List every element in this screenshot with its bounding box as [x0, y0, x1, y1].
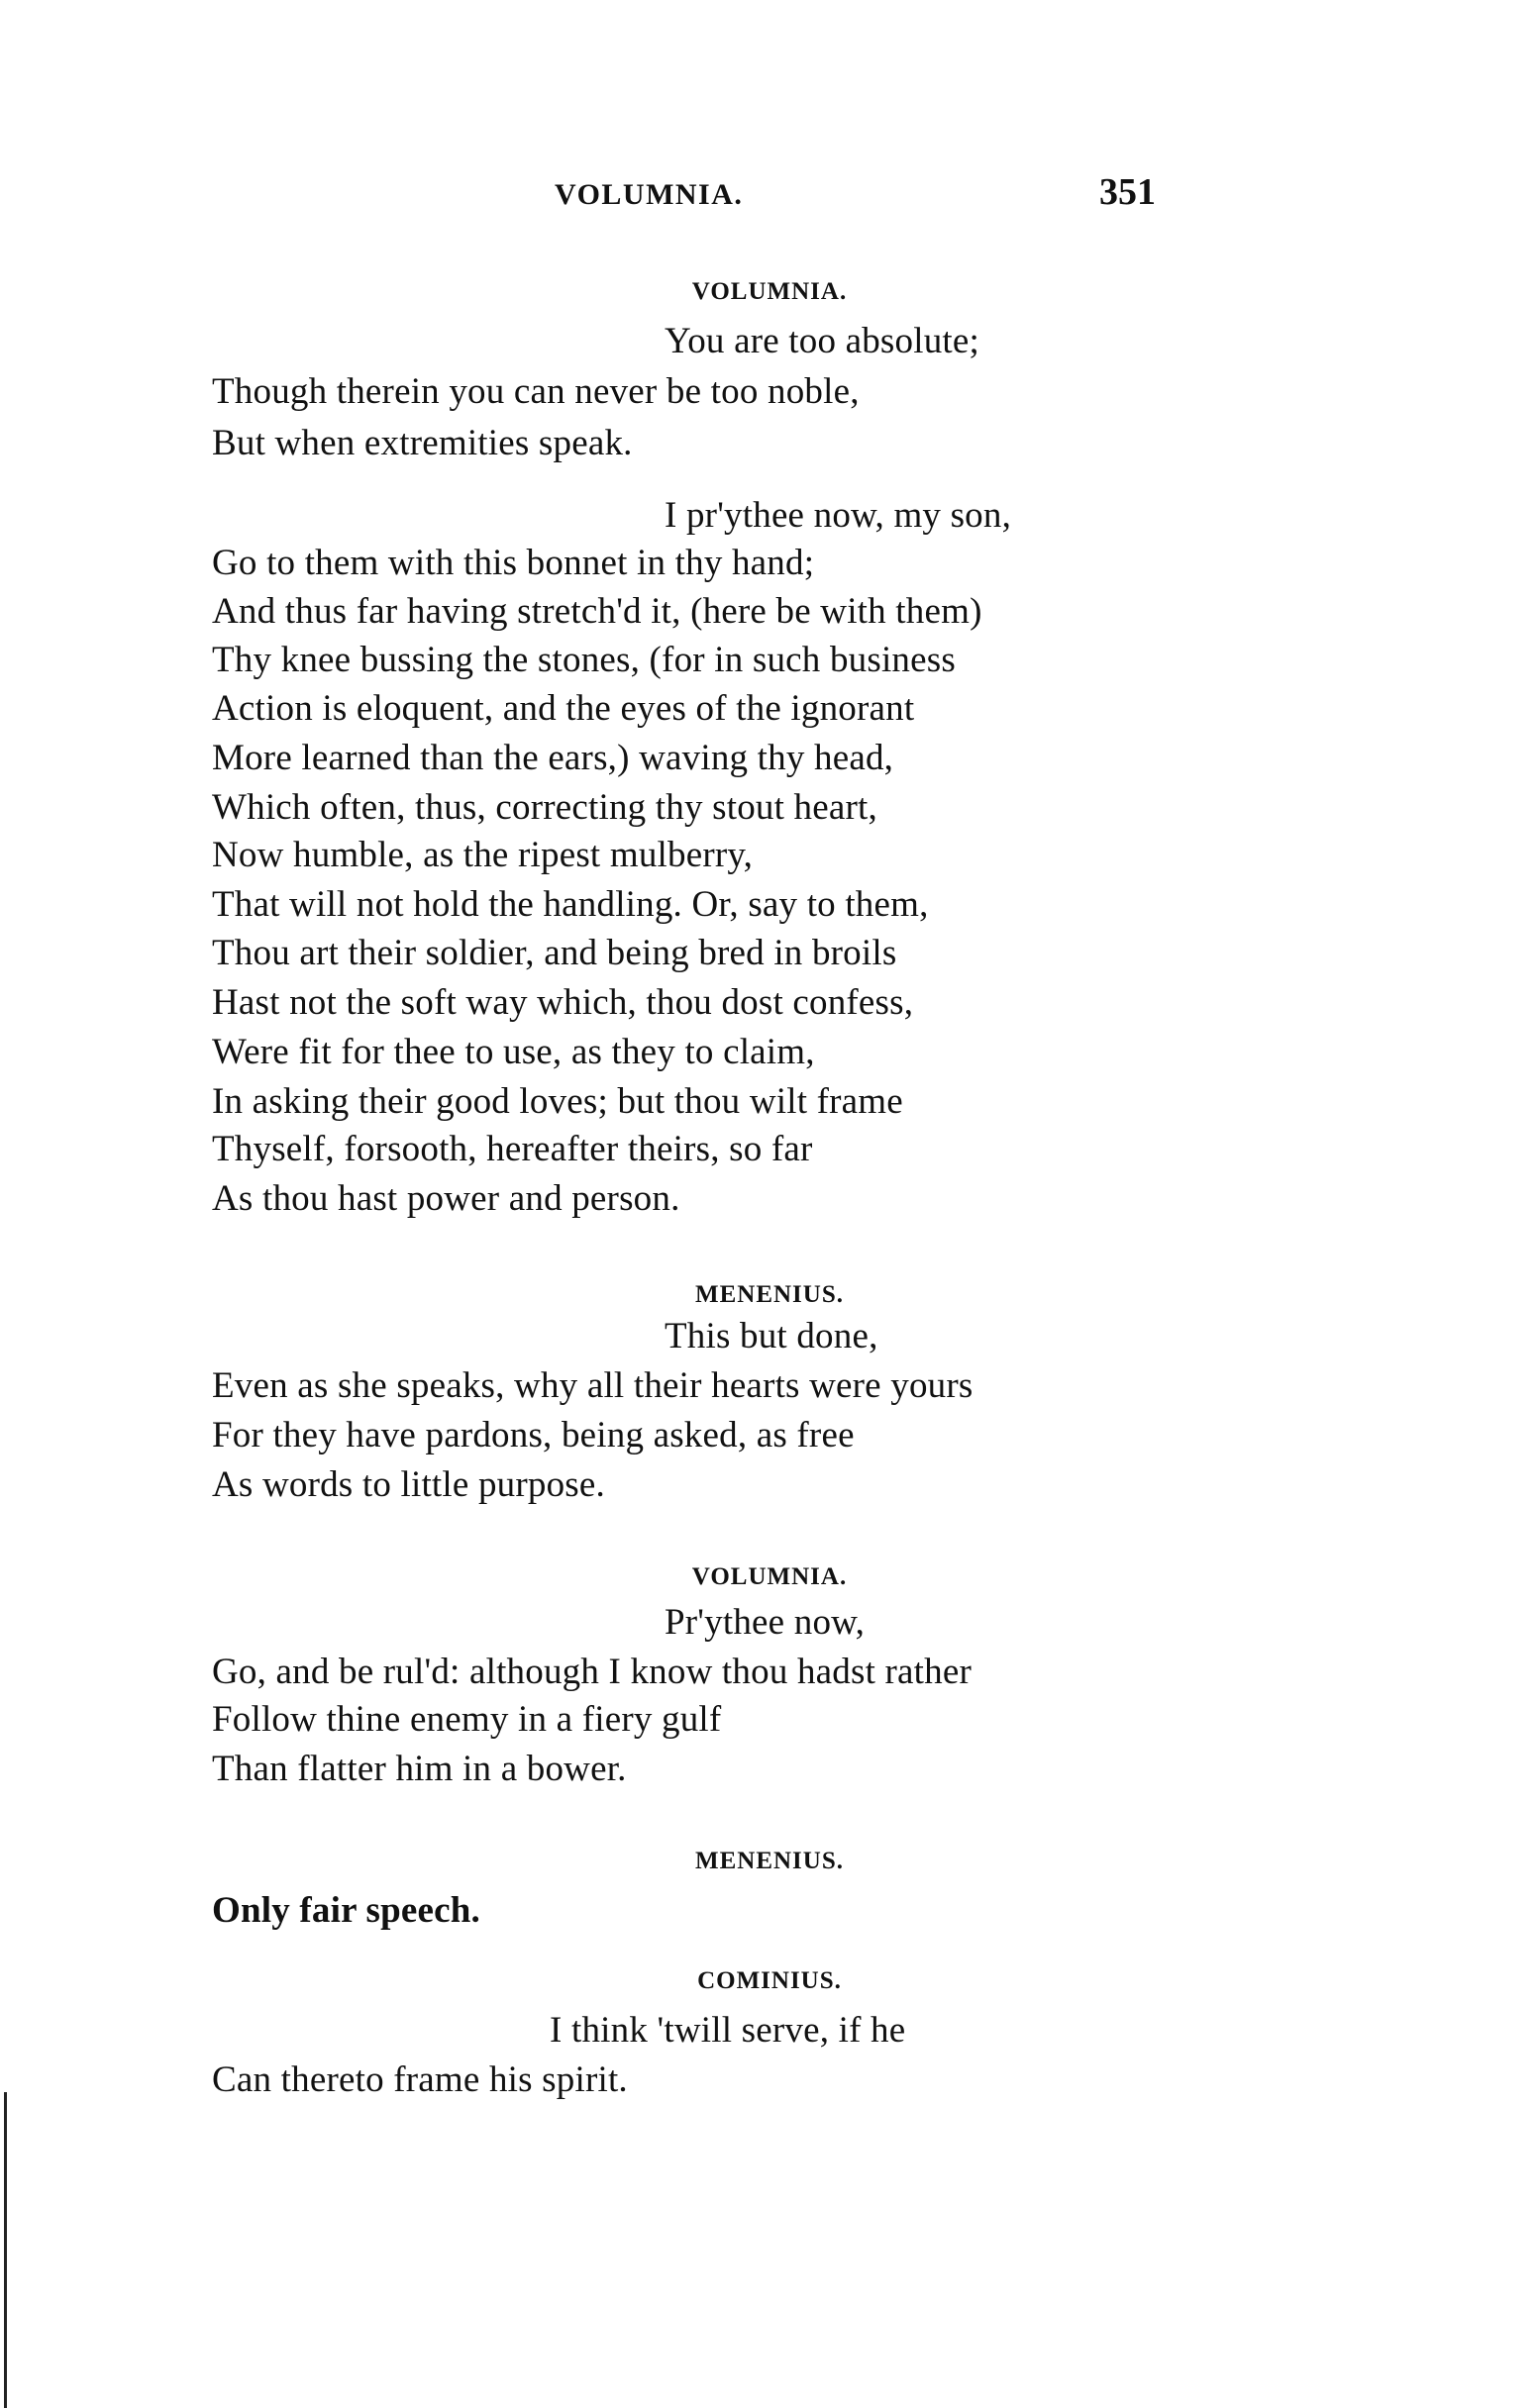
verse-line: Action is eloquent, and the eyes of the ignorant: [212, 688, 915, 729]
verse-line: Thyself, forsooth, hereafter theirs, so far: [212, 1129, 813, 1169]
verse-line: Now humble, as the ripest mulberry,: [212, 835, 754, 875]
verse-line: In asking their good loves; but thou wilt frame: [212, 1081, 903, 1122]
speaker-name: COMINIUS.: [697, 1967, 842, 1994]
verse-line: Can thereto frame his spirit.: [212, 2059, 628, 2100]
page-number: 351: [1099, 171, 1156, 213]
speaker-name: MENENIUS.: [695, 1848, 844, 1874]
verse-line: As words to little purpose.: [212, 1464, 605, 1505]
verse-line: Only fair speech.: [212, 1890, 480, 1931]
verse-line: Thou art their soldier, and being bred in broils: [212, 933, 897, 973]
verse-line: Go, and be rul'd: although I know thou hadst rather: [212, 1652, 972, 1692]
verse-line: More learned than the ears,) waving thy head,: [212, 738, 894, 778]
verse-line: Though therein you can never be too noble,: [212, 371, 860, 412]
speaker-name: VOLUMNIA.: [691, 278, 848, 305]
verse-line: This but done,: [665, 1316, 878, 1356]
speaker-name: MENENIUS.: [695, 1281, 844, 1308]
verse-line: As thou hast power and person.: [212, 1178, 680, 1219]
verse-line: Than flatter him in a bower.: [212, 1749, 627, 1789]
verse-line: Were fit for thee to use, as they to claim,: [212, 1032, 815, 1072]
verse-line: That will not hold the handling. Or, say to them,: [212, 884, 929, 925]
verse-line: I pr'ythee now, my son,: [665, 495, 1012, 536]
verse-line: But when extremities speak.: [212, 423, 633, 463]
verse-line: Pr'ythee now,: [665, 1602, 866, 1643]
running-title: VOLUMNIA.: [555, 178, 744, 211]
verse-line: Go to them with this bonnet in thy hand;: [212, 543, 815, 583]
verse-line: Hast not the soft way which, thou dost confess,: [212, 982, 914, 1023]
verse-line: I think 'twill serve, if he: [550, 2010, 906, 2051]
verse-line: You are too absolute;: [665, 321, 979, 361]
page-edge-line: [4, 2092, 7, 2408]
verse-line: For they have pardons, being asked, as free: [212, 1415, 855, 1455]
speaker-name: VOLUMNIA.: [691, 1563, 848, 1590]
verse-line: And thus far having stretch'd it, (here be with them): [212, 591, 982, 632]
verse-line: Thy knee bussing the stones, (for in such business: [212, 640, 956, 680]
verse-line: Which often, thus, correcting thy stout heart,: [212, 787, 877, 828]
verse-line: Follow thine enemy in a fiery gulf: [212, 1699, 722, 1740]
verse-line: Even as she speaks, why all their hearts were yours: [212, 1365, 974, 1406]
